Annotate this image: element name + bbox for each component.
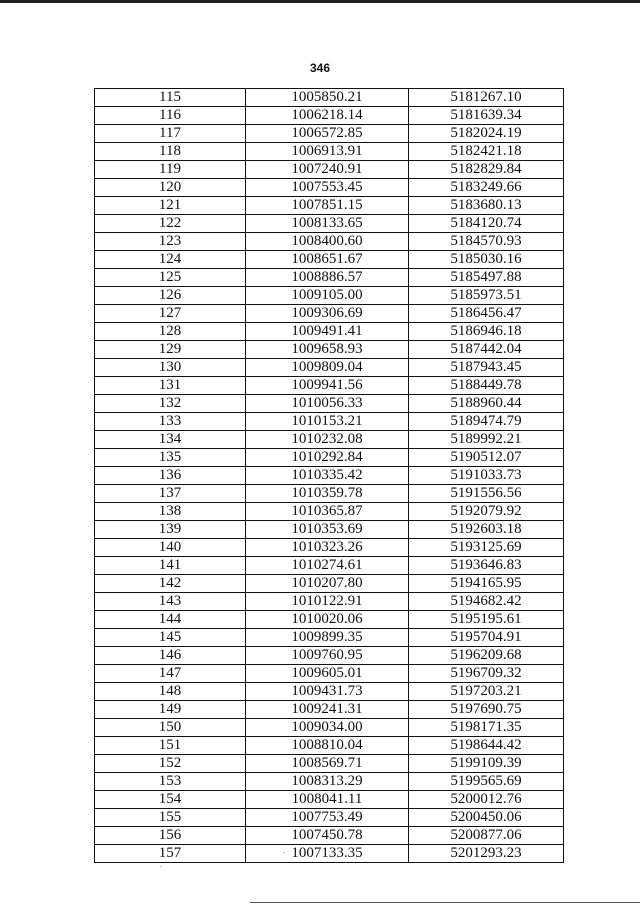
point-number-cell: 120 bbox=[95, 179, 246, 197]
table-row bbox=[95, 773, 564, 791]
point-number-cell: 153 bbox=[95, 773, 246, 791]
y-coordinate-cell: 5190512.07 bbox=[409, 449, 564, 467]
x-coordinate-cell: 1007133.35 bbox=[246, 845, 409, 863]
table-row bbox=[95, 179, 564, 197]
y-coordinate-cell: 5198171.35 bbox=[409, 719, 564, 737]
point-number-cell: 151 bbox=[95, 737, 246, 755]
table-row bbox=[95, 557, 564, 575]
y-coordinate-cell: 5194165.95 bbox=[409, 575, 564, 593]
point-number-cell: 134 bbox=[95, 431, 246, 449]
y-coordinate-cell: 5188449.78 bbox=[409, 377, 564, 395]
table-row bbox=[95, 251, 564, 269]
x-coordinate-cell: 1010359.78 bbox=[246, 485, 409, 503]
point-number-cell: 156 bbox=[95, 827, 246, 845]
table-row bbox=[95, 197, 564, 215]
point-number-cell: 154 bbox=[95, 791, 246, 809]
x-coordinate-cell: 1009034.00 bbox=[246, 719, 409, 737]
table-row bbox=[95, 719, 564, 737]
y-coordinate-cell: 5191033.73 bbox=[409, 467, 564, 485]
point-number-cell: 142 bbox=[95, 575, 246, 593]
table-row bbox=[95, 521, 564, 539]
table-row bbox=[95, 827, 564, 845]
point-number-cell: 129 bbox=[95, 341, 246, 359]
table-row bbox=[95, 341, 564, 359]
point-number-cell: 149 bbox=[95, 701, 246, 719]
table-row bbox=[95, 287, 564, 305]
y-coordinate-cell: 5198644.42 bbox=[409, 737, 564, 755]
x-coordinate-cell: 1008569.71 bbox=[246, 755, 409, 773]
x-coordinate-cell: 1010207.80 bbox=[246, 575, 409, 593]
scan-speck bbox=[160, 866, 162, 867]
x-coordinate-cell: 1010153.21 bbox=[246, 413, 409, 431]
table-row bbox=[95, 701, 564, 719]
y-coordinate-cell: 5182829.84 bbox=[409, 161, 564, 179]
point-number-cell: 143 bbox=[95, 593, 246, 611]
y-coordinate-cell: 5192603.18 bbox=[409, 521, 564, 539]
y-coordinate-cell: 5195195.61 bbox=[409, 611, 564, 629]
bottom-border-rule bbox=[250, 902, 640, 903]
x-coordinate-cell: 1008886.57 bbox=[246, 269, 409, 287]
y-coordinate-cell: 5188960.44 bbox=[409, 395, 564, 413]
y-coordinate-cell: 5201293.23 bbox=[409, 845, 564, 863]
x-coordinate-cell: 1010020.06 bbox=[246, 611, 409, 629]
table-row bbox=[95, 125, 564, 143]
x-coordinate-cell: 1010056.33 bbox=[246, 395, 409, 413]
y-coordinate-cell: 5189474.79 bbox=[409, 413, 564, 431]
point-number-cell: 155 bbox=[95, 809, 246, 827]
x-coordinate-cell: 1007240.91 bbox=[246, 161, 409, 179]
table-row bbox=[95, 89, 564, 107]
y-coordinate-cell: 5185497.88 bbox=[409, 269, 564, 287]
table-row bbox=[95, 575, 564, 593]
x-coordinate-cell: 1010232.08 bbox=[246, 431, 409, 449]
y-coordinate-cell: 5197690.75 bbox=[409, 701, 564, 719]
point-number-cell: 128 bbox=[95, 323, 246, 341]
x-coordinate-cell: 1009941.56 bbox=[246, 377, 409, 395]
x-coordinate-cell: 1006913.91 bbox=[246, 143, 409, 161]
y-coordinate-cell: 5183249.66 bbox=[409, 179, 564, 197]
point-number-cell: 131 bbox=[95, 377, 246, 395]
table-row bbox=[95, 107, 564, 125]
y-coordinate-cell: 5182024.19 bbox=[409, 125, 564, 143]
x-coordinate-cell: 1007553.45 bbox=[246, 179, 409, 197]
point-number-cell: 121 bbox=[95, 197, 246, 215]
page-number: 346 bbox=[309, 61, 331, 75]
point-number-cell: 135 bbox=[95, 449, 246, 467]
y-coordinate-cell: 5186946.18 bbox=[409, 323, 564, 341]
y-coordinate-cell: 5187442.04 bbox=[409, 341, 564, 359]
y-coordinate-cell: 5196209.68 bbox=[409, 647, 564, 665]
y-coordinate-cell: 5199565.69 bbox=[409, 773, 564, 791]
x-coordinate-cell: 1006572.85 bbox=[246, 125, 409, 143]
x-coordinate-cell: 1009899.35 bbox=[246, 629, 409, 647]
x-coordinate-cell: 1009431.73 bbox=[246, 683, 409, 701]
table-row bbox=[95, 647, 564, 665]
x-coordinate-cell: 1006218.14 bbox=[246, 107, 409, 125]
y-coordinate-cell: 5183680.13 bbox=[409, 197, 564, 215]
y-coordinate-cell: 5193646.83 bbox=[409, 557, 564, 575]
x-coordinate-cell: 1010353.69 bbox=[246, 521, 409, 539]
table-row bbox=[95, 143, 564, 161]
table-row bbox=[95, 737, 564, 755]
x-coordinate-cell: 1008400.60 bbox=[246, 233, 409, 251]
point-number-cell: 122 bbox=[95, 215, 246, 233]
y-coordinate-cell: 5185030.16 bbox=[409, 251, 564, 269]
table-row bbox=[95, 791, 564, 809]
y-coordinate-cell: 5184120.74 bbox=[409, 215, 564, 233]
point-number-cell: 115 bbox=[95, 89, 246, 107]
y-coordinate-cell: 5181639.34 bbox=[409, 107, 564, 125]
y-coordinate-cell: 5197203.21 bbox=[409, 683, 564, 701]
point-number-cell: 118 bbox=[95, 143, 246, 161]
point-number-cell: 123 bbox=[95, 233, 246, 251]
point-number-cell: 139 bbox=[95, 521, 246, 539]
point-number-cell: 119 bbox=[95, 161, 246, 179]
x-coordinate-cell: 1010292.84 bbox=[246, 449, 409, 467]
table-row bbox=[95, 431, 564, 449]
coordinates-table-body bbox=[95, 89, 564, 863]
x-coordinate-cell: 1008810.04 bbox=[246, 737, 409, 755]
point-number-cell: 137 bbox=[95, 485, 246, 503]
point-number-cell: 117 bbox=[95, 125, 246, 143]
x-coordinate-cell: 1009658.93 bbox=[246, 341, 409, 359]
point-number-cell: 157 bbox=[95, 845, 246, 863]
table-row bbox=[95, 593, 564, 611]
coordinates-table bbox=[94, 88, 564, 863]
x-coordinate-cell: 1009241.31 bbox=[246, 701, 409, 719]
y-coordinate-cell: 5187943.45 bbox=[409, 359, 564, 377]
point-number-cell: 124 bbox=[95, 251, 246, 269]
x-coordinate-cell: 1008651.67 bbox=[246, 251, 409, 269]
y-coordinate-cell: 5182421.18 bbox=[409, 143, 564, 161]
x-coordinate-cell: 1010274.61 bbox=[246, 557, 409, 575]
table-row bbox=[95, 413, 564, 431]
table-row bbox=[95, 305, 564, 323]
point-number-cell: 130 bbox=[95, 359, 246, 377]
table-row bbox=[95, 377, 564, 395]
point-number-cell: 144 bbox=[95, 611, 246, 629]
table-row bbox=[95, 845, 564, 863]
table-row bbox=[95, 323, 564, 341]
table-row bbox=[95, 665, 564, 683]
y-coordinate-cell: 5200012.76 bbox=[409, 791, 564, 809]
x-coordinate-cell: 1007851.15 bbox=[246, 197, 409, 215]
point-number-cell: 133 bbox=[95, 413, 246, 431]
y-coordinate-cell: 5199109.39 bbox=[409, 755, 564, 773]
x-coordinate-cell: 1009760.95 bbox=[246, 647, 409, 665]
x-coordinate-cell: 1010365.87 bbox=[246, 503, 409, 521]
point-number-cell: 141 bbox=[95, 557, 246, 575]
point-number-cell: 146 bbox=[95, 647, 246, 665]
x-coordinate-cell: 1005850.21 bbox=[246, 89, 409, 107]
table-row bbox=[95, 683, 564, 701]
table-row bbox=[95, 611, 564, 629]
x-coordinate-cell: 1010323.26 bbox=[246, 539, 409, 557]
y-coordinate-cell: 5191556.56 bbox=[409, 485, 564, 503]
point-number-cell: 127 bbox=[95, 305, 246, 323]
point-number-cell: 138 bbox=[95, 503, 246, 521]
point-number-cell: 116 bbox=[95, 107, 246, 125]
table-row bbox=[95, 233, 564, 251]
x-coordinate-cell: 1009306.69 bbox=[246, 305, 409, 323]
point-number-cell: 148 bbox=[95, 683, 246, 701]
table-row bbox=[95, 269, 564, 287]
y-coordinate-cell: 5193125.69 bbox=[409, 539, 564, 557]
x-coordinate-cell: 1009809.04 bbox=[246, 359, 409, 377]
table-row bbox=[95, 629, 564, 647]
point-number-cell: 136 bbox=[95, 467, 246, 485]
y-coordinate-cell: 5184570.93 bbox=[409, 233, 564, 251]
x-coordinate-cell: 1008313.29 bbox=[246, 773, 409, 791]
point-number-cell: 152 bbox=[95, 755, 246, 773]
table-row bbox=[95, 359, 564, 377]
y-coordinate-cell: 5189992.21 bbox=[409, 431, 564, 449]
x-coordinate-cell: 1009105.00 bbox=[246, 287, 409, 305]
x-coordinate-cell: 1009491.41 bbox=[246, 323, 409, 341]
scan-speck bbox=[283, 852, 285, 853]
table-row bbox=[95, 467, 564, 485]
y-coordinate-cell: 5186456.47 bbox=[409, 305, 564, 323]
point-number-cell: 140 bbox=[95, 539, 246, 557]
table-row bbox=[95, 395, 564, 413]
table-row bbox=[95, 809, 564, 827]
x-coordinate-cell: 1007450.78 bbox=[246, 827, 409, 845]
table-row bbox=[95, 215, 564, 233]
y-coordinate-cell: 5196709.32 bbox=[409, 665, 564, 683]
point-number-cell: 147 bbox=[95, 665, 246, 683]
x-coordinate-cell: 1007753.49 bbox=[246, 809, 409, 827]
point-number-cell: 125 bbox=[95, 269, 246, 287]
table-row bbox=[95, 449, 564, 467]
x-coordinate-cell: 1010122.91 bbox=[246, 593, 409, 611]
point-number-cell: 150 bbox=[95, 719, 246, 737]
point-number-cell: 126 bbox=[95, 287, 246, 305]
y-coordinate-cell: 5192079.92 bbox=[409, 503, 564, 521]
top-border-rule bbox=[0, 0, 640, 3]
table-row bbox=[95, 539, 564, 557]
y-coordinate-cell: 5195704.91 bbox=[409, 629, 564, 647]
x-coordinate-cell: 1008133.65 bbox=[246, 215, 409, 233]
table-row bbox=[95, 755, 564, 773]
y-coordinate-cell: 5200450.06 bbox=[409, 809, 564, 827]
x-coordinate-cell: 1009605.01 bbox=[246, 665, 409, 683]
point-number-cell: 132 bbox=[95, 395, 246, 413]
y-coordinate-cell: 5194682.42 bbox=[409, 593, 564, 611]
y-coordinate-cell: 5185973.51 bbox=[409, 287, 564, 305]
y-coordinate-cell: 5200877.06 bbox=[409, 827, 564, 845]
x-coordinate-cell: 1010335.42 bbox=[246, 467, 409, 485]
point-number-cell: 145 bbox=[95, 629, 246, 647]
table-row bbox=[95, 485, 564, 503]
table-row bbox=[95, 503, 564, 521]
table-row bbox=[95, 161, 564, 179]
x-coordinate-cell: 1008041.11 bbox=[246, 791, 409, 809]
y-coordinate-cell: 5181267.10 bbox=[409, 89, 564, 107]
